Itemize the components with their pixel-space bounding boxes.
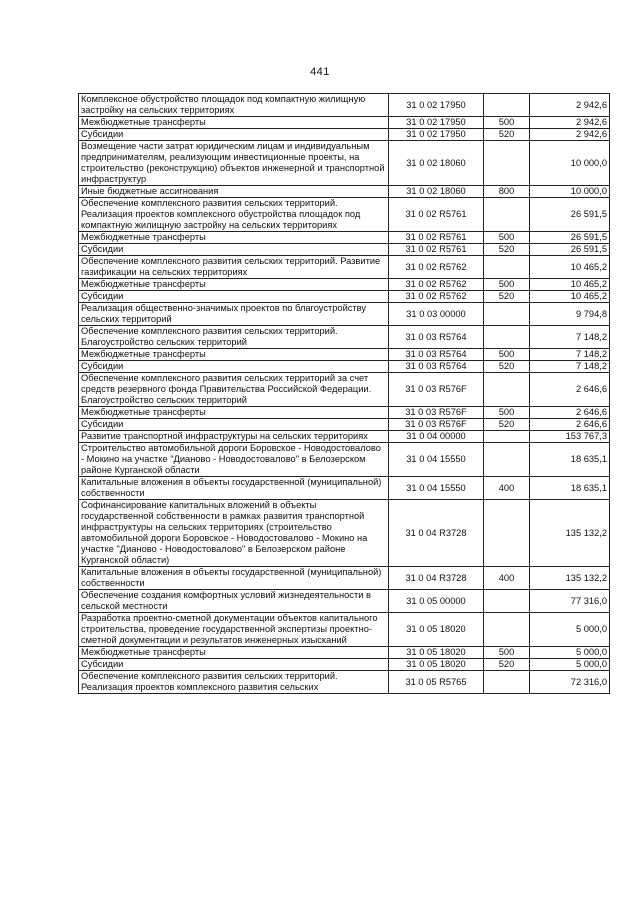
row-sum-cell: 7 148,2: [530, 326, 610, 349]
row-name-cell: Межбюджетные трансферты: [79, 407, 389, 419]
row-sum-cell: 9 794,8: [530, 303, 610, 326]
row-type-cell: [484, 94, 530, 117]
table-row: [79, 659, 610, 671]
row-sum-cell: 2 942,6: [530, 94, 610, 117]
row-name-cell: Субсидии: [79, 419, 389, 431]
table-row: [79, 186, 610, 198]
row-name-cell: Субсидии: [79, 361, 389, 373]
row-sum-cell: 10 465,2: [530, 279, 610, 291]
row-name-cell: Межбюджетные трансферты: [79, 279, 389, 291]
table-row: [79, 244, 610, 256]
row-type-cell: [484, 256, 530, 279]
row-sum-cell: 5 000,0: [530, 659, 610, 671]
row-type-cell: 500: [484, 279, 530, 291]
row-code-cell: 31 0 03 R5764: [389, 349, 484, 361]
row-name-cell: Субсидии: [79, 129, 389, 141]
row-code-cell: 31 0 02 R5762: [389, 279, 484, 291]
table-row: [79, 141, 610, 186]
row-name-cell: Обеспечение комплексного развития сельских территорий. Развитие газификации на сельских территориях: [79, 256, 389, 279]
row-name-cell: Разработка проектно-сметной документации объектов капитального строительства, проведение государственной экспертизы проектно-сметной документации и результатов инженерных изысканий: [79, 613, 389, 647]
table-row: [79, 198, 610, 232]
table-row: [79, 129, 610, 141]
row-code-cell: 31 0 02 R5761: [389, 244, 484, 256]
row-sum-cell: 135 132,2: [530, 567, 610, 590]
row-name-cell: Обеспечение комплексного развития сельских территорий. Реализация проектов комплексного развития сельских: [79, 671, 389, 694]
row-name-cell: Обеспечение комплексного развития сельских территорий. Благоустройство сельских территорий: [79, 326, 389, 349]
row-sum-cell: 10 465,2: [530, 291, 610, 303]
row-code-cell: 31 0 02 17950: [389, 117, 484, 129]
table-row: [79, 443, 610, 477]
row-type-cell: [484, 141, 530, 186]
row-sum-cell: 5 000,0: [530, 647, 610, 659]
table-row: [79, 256, 610, 279]
table-row: [79, 291, 610, 303]
table-row: [79, 326, 610, 349]
budget-table-body: [79, 94, 610, 694]
row-code-cell: 31 0 02 R5762: [389, 256, 484, 279]
row-code-cell: 31 0 04 R3728: [389, 567, 484, 590]
row-name-cell: Комплексное обустройство площадок под компактную жилищную застройку на сельских территориях: [79, 94, 389, 117]
row-sum-cell: 72 316,0: [530, 671, 610, 694]
row-name-cell: Субсидии: [79, 291, 389, 303]
table-row: [79, 647, 610, 659]
row-name-cell: Капитальные вложения в объекты государственной (муниципальной) собственности: [79, 477, 389, 500]
row-sum-cell: 77 316,0: [530, 590, 610, 613]
row-sum-cell: 18 635,1: [530, 443, 610, 477]
row-name-cell: Субсидии: [79, 659, 389, 671]
row-code-cell: 31 0 02 17950: [389, 129, 484, 141]
table-row: [79, 590, 610, 613]
row-type-cell: [484, 431, 530, 443]
table-row: [79, 477, 610, 500]
row-name-cell: Строительство автомобильной дороги Боровское - Новодостовалово - Мокино на участке "Дианово - Новодостовалово" в Белозерском районе Курганской области: [79, 443, 389, 477]
row-code-cell: 31 0 02 R5762: [389, 291, 484, 303]
row-name-cell: Реализация общественно-значимых проектов по благоустройству сельских территорий: [79, 303, 389, 326]
row-code-cell: 31 0 03 R576F: [389, 373, 484, 407]
row-sum-cell: 10 000,0: [530, 141, 610, 186]
table-row: [79, 232, 610, 244]
table-row: [79, 361, 610, 373]
row-type-cell: 520: [484, 129, 530, 141]
row-type-cell: [484, 373, 530, 407]
row-type-cell: 500: [484, 647, 530, 659]
row-name-cell: Межбюджетные трансферты: [79, 117, 389, 129]
table-row: [79, 613, 610, 647]
row-type-cell: [484, 613, 530, 647]
row-sum-cell: 10 000,0: [530, 186, 610, 198]
table-row: [79, 94, 610, 117]
row-name-cell: Иные бюджетные ассигнования: [79, 186, 389, 198]
row-type-cell: [484, 303, 530, 326]
row-type-cell: 500: [484, 232, 530, 244]
row-sum-cell: 2 646,6: [530, 373, 610, 407]
row-code-cell: 31 0 03 R5764: [389, 361, 484, 373]
table-row: [79, 117, 610, 129]
row-code-cell: 31 0 03 R5764: [389, 326, 484, 349]
row-name-cell: Субсидии: [79, 244, 389, 256]
row-sum-cell: 26 591,5: [530, 244, 610, 256]
row-name-cell: Возмещение части затрат юридическим лицам и индивидуальным предпринимателям, реализующим инвестиционные проекты, на строительство (реконструкцию) объектов инженерной и транспортной инфраструктур: [79, 141, 389, 186]
row-code-cell: 31 0 04 00000: [389, 431, 484, 443]
row-code-cell: 31 0 05 18020: [389, 613, 484, 647]
row-name-cell: Межбюджетные трансферты: [79, 647, 389, 659]
row-sum-cell: 18 635,1: [530, 477, 610, 500]
row-sum-cell: 2 646,6: [530, 419, 610, 431]
row-sum-cell: 26 591,5: [530, 232, 610, 244]
row-code-cell: 31 0 03 R576F: [389, 407, 484, 419]
row-code-cell: 31 0 02 18060: [389, 186, 484, 198]
row-code-cell: 31 0 02 18060: [389, 141, 484, 186]
table-row: [79, 407, 610, 419]
row-sum-cell: 7 148,2: [530, 349, 610, 361]
row-type-cell: [484, 500, 530, 567]
row-name-cell: Обеспечение комплексного развития сельских территорий за счет средств резервного фонда Правительства Российской Федерации. Благоустройство сельских территорий: [79, 373, 389, 407]
row-code-cell: 31 0 05 18020: [389, 659, 484, 671]
row-code-cell: 31 0 03 00000: [389, 303, 484, 326]
row-sum-cell: 135 132,2: [530, 500, 610, 567]
row-code-cell: 31 0 02 R5761: [389, 232, 484, 244]
row-code-cell: 31 0 05 R5765: [389, 671, 484, 694]
row-type-cell: 500: [484, 407, 530, 419]
table-row: [79, 373, 610, 407]
row-type-cell: 400: [484, 567, 530, 590]
row-sum-cell: 2 646,6: [530, 407, 610, 419]
row-type-cell: 520: [484, 419, 530, 431]
table-row: [79, 671, 610, 694]
row-sum-cell: 5 000,0: [530, 613, 610, 647]
row-name-cell: Обеспечение комплексного развития сельских территорий. Реализация проектов комплексного обустройства площадок под компактную жилищную застройку на сельских территориях: [79, 198, 389, 232]
row-type-cell: 500: [484, 117, 530, 129]
row-sum-cell: 7 148,2: [530, 361, 610, 373]
row-code-cell: 31 0 02 R5761: [389, 198, 484, 232]
row-name-cell: Межбюджетные трансферты: [79, 349, 389, 361]
row-code-cell: 31 0 04 R3728: [389, 500, 484, 567]
row-name-cell: Межбюджетные трансферты: [79, 232, 389, 244]
budget-table: [78, 93, 610, 694]
row-sum-cell: 153 767,3: [530, 431, 610, 443]
row-sum-cell: 26 591,5: [530, 198, 610, 232]
row-type-cell: [484, 326, 530, 349]
row-type-cell: 520: [484, 291, 530, 303]
row-type-cell: 520: [484, 361, 530, 373]
row-type-cell: [484, 198, 530, 232]
row-type-cell: [484, 590, 530, 613]
table-row: [79, 419, 610, 431]
table-row: [79, 349, 610, 361]
row-sum-cell: 2 942,6: [530, 117, 610, 129]
row-name-cell: Обеспечение создания комфортных условий жизнедеятельности в сельской местности: [79, 590, 389, 613]
row-type-cell: 800: [484, 186, 530, 198]
row-type-cell: [484, 671, 530, 694]
row-code-cell: 31 0 02 17950: [389, 94, 484, 117]
row-sum-cell: 2 942,6: [530, 129, 610, 141]
row-code-cell: 31 0 05 18020: [389, 647, 484, 659]
row-name-cell: Капитальные вложения в объекты государственной (муниципальной) собственности: [79, 567, 389, 590]
row-type-cell: 520: [484, 244, 530, 256]
table-row: [79, 303, 610, 326]
row-name-cell: Софинансирование капитальных вложений в объекты государственной собственности в рамках развития транспортной инфраструктуры на сельских территориях (строительство автомобильной дороги Боровское - Новодостовалово - Мокино на участке "Дианово - Новодостовалово" в Белозерском районе Курганской области): [79, 500, 389, 567]
row-name-cell: Развитие транспортной инфраструктуры на сельских территориях: [79, 431, 389, 443]
row-code-cell: 31 0 05 00000: [389, 590, 484, 613]
row-type-cell: 400: [484, 477, 530, 500]
row-code-cell: 31 0 04 15550: [389, 443, 484, 477]
table-row: [79, 500, 610, 567]
table-row: [79, 567, 610, 590]
row-sum-cell: 10 465,2: [530, 256, 610, 279]
row-type-cell: [484, 443, 530, 477]
row-type-cell: 500: [484, 349, 530, 361]
page-number: 441: [310, 66, 330, 78]
table-row: [79, 279, 610, 291]
table-row: [79, 431, 610, 443]
row-code-cell: 31 0 04 15550: [389, 477, 484, 500]
row-code-cell: 31 0 03 R576F: [389, 419, 484, 431]
row-type-cell: 520: [484, 659, 530, 671]
